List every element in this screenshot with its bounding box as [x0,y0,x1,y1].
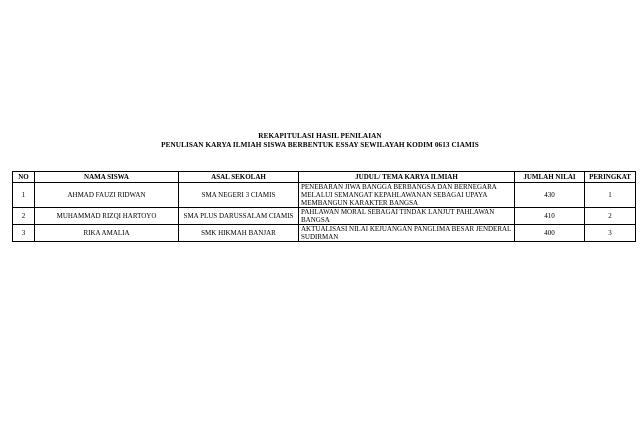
cell-jumlah-nilai: 410 [515,208,585,225]
cell-judul: AKTUALISASI NILAI KEJUANGAN PANGLIMA BESAR JENDERAL SUDIRMAN [299,225,515,242]
document-title: REKAPITULASI HASIL PENILAIAN [258,132,382,140]
cell-no: 3 [13,225,35,242]
cell-asal-sekolah: SMK HIKMAH BANJAR [179,225,299,242]
cell-nama-siswa: MUHAMMAD RIZQI HARTOYO [35,208,179,225]
cell-asal-sekolah: SMA NEGERI 3 CIAMIS [179,183,299,208]
document-header [0,132,640,150]
table-row [13,183,636,208]
cell-asal-sekolah: SMA PLUS DARUSSALAM CIAMIS [179,208,299,225]
column-header-no: NO [13,172,35,183]
cell-no: 2 [13,208,35,225]
document-subtitle: PENULISAN KARYA ILMIAH SISWA BERBENTUK ESSAY SEWILAYAH KODIM 0613 CIAMIS [161,141,479,149]
cell-peringkat: 3 [585,225,636,242]
cell-no: 1 [13,183,35,208]
cell-peringkat: 2 [585,208,636,225]
cell-judul: PAHLAWAN MORAL SEBAGAI TINDAK LANJUT PAHLAWAN BANGSA [299,208,515,225]
cell-peringkat: 1 [585,183,636,208]
table-row [13,225,636,242]
table-header-row [13,172,636,183]
column-header-judul: JUDUL/ TEMA KARYA ILMIAH [299,172,515,183]
table-row [13,208,636,225]
cell-judul: PENEBARAN JIWA BANGGA BERBANGSA DAN BERNEGARA MELALUI SEMANGAT KEPAHLAWANAN SEBAGAI UPAYA MEMBANGUN KARAKTER BANGSA [299,183,515,208]
column-header-jumlah-nilai: JUMLAH NILAI [515,172,585,183]
column-header-nama-siswa: NAMA SISWA [35,172,179,183]
cell-nama-siswa: AHMAD FAUZI RIDWAN [35,183,179,208]
column-header-peringkat: PERINGKAT [585,172,636,183]
results-table [12,171,636,242]
cell-nama-siswa: RIKA AMALIA [35,225,179,242]
cell-jumlah-nilai: 430 [515,183,585,208]
column-header-asal-sekolah: ASAL SEKOLAH [179,172,299,183]
cell-jumlah-nilai: 400 [515,225,585,242]
